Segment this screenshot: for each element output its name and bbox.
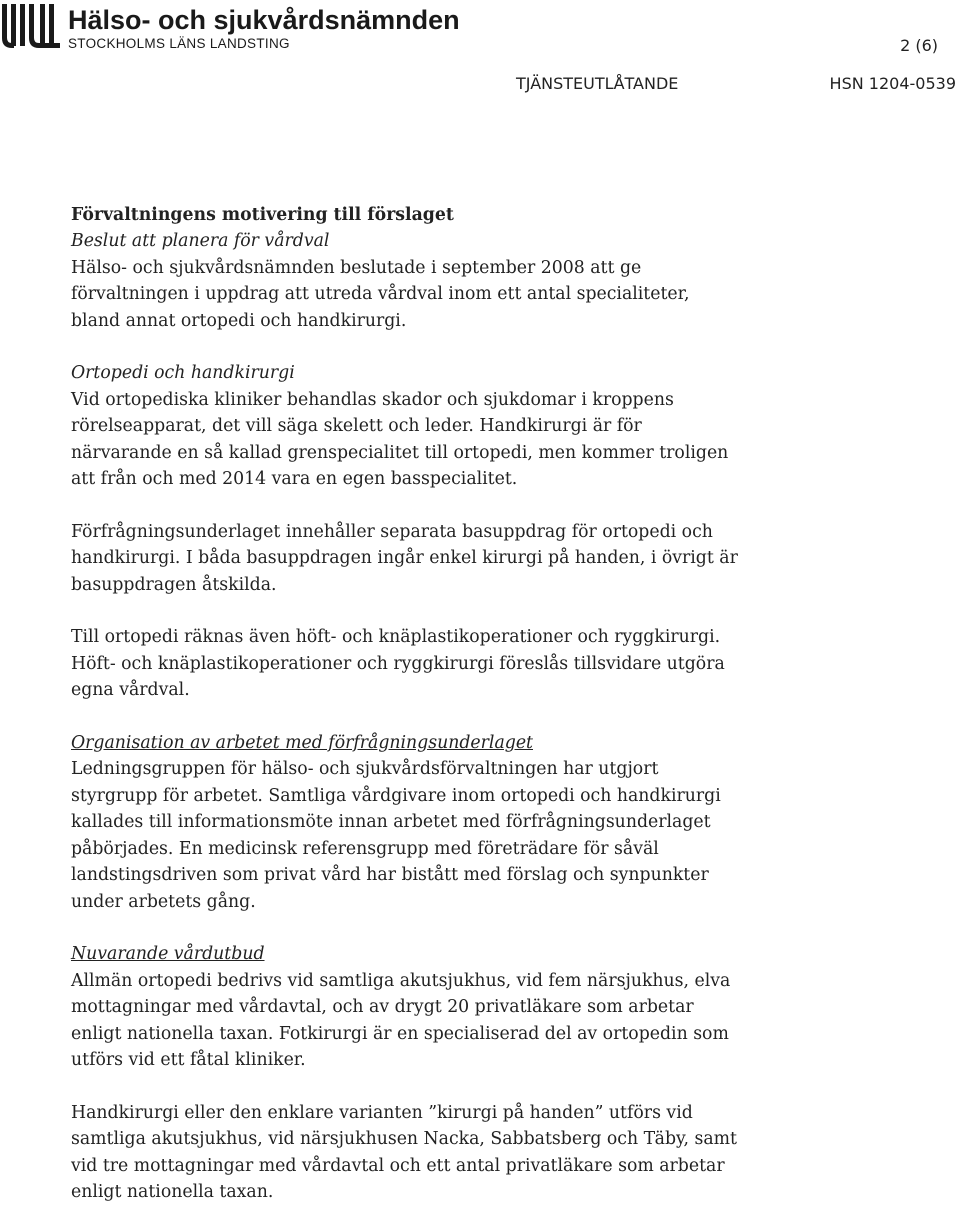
text-line: Ledningsgruppen för hälso- och sjukvårdsförvaltningen har utgjort [71, 759, 659, 780]
text-line: landstingsdriven som privat vård har bistått med förslag och synpunkter [71, 865, 709, 886]
organization-name: Hälso- och sjukvårdsnämnden [68, 5, 460, 35]
text-line: samtliga akutsjukhus, vid närsjukhusen Nacka, Sabbatsberg och Täby, samt [71, 1129, 737, 1150]
text-line: påbörjades. En medicinsk referensgrupp med företrädare för såväl [71, 838, 659, 859]
section-heading: Beslut att planera för vårdval [71, 231, 330, 252]
text-line: att från och med 2014 vara en egen basspecialitet. [71, 469, 518, 490]
text-line: egna vårdval. [71, 680, 190, 701]
text-line: kallades till informationsmöte innan arbetet med förfrågningsunderlaget [71, 812, 711, 833]
paragraph [71, 1100, 951, 1206]
paragraph [71, 519, 951, 598]
text-line: Höft- och knäplastikoperationer och ryggkirurgi föreslås tillsvidare utgöra [71, 653, 725, 674]
document-title: Förvaltningens motivering till förslaget [71, 205, 454, 225]
text-line: utförs vid ett fåtal kliniker. [71, 1049, 306, 1070]
document-body [71, 202, 951, 1205]
document-type: TJÄNSTEUTLÅTANDE [516, 74, 679, 93]
text-line: förvaltningen i uppdrag att utreda vårdval inom ett antal specialiteter, [71, 284, 690, 305]
paragraph [71, 968, 951, 1074]
text-line: Allmän ortopedi bedrivs vid samtliga akutsjukhus, vid fem närsjukhus, elva [71, 970, 731, 991]
text-line: under arbetets gång. [71, 891, 256, 912]
sll-logo-icon [0, 2, 62, 50]
organization-subtitle: STOCKHOLMS LÄNS LANDSTING [68, 36, 290, 51]
text-line: Vid ortopediska kliniker behandlas skador och sjukdomar i kroppens [71, 389, 674, 410]
text-line: närvarande en så kallad grenspecialitet till ortopedi, men kommer troligen [71, 442, 729, 463]
organization-header [68, 4, 460, 52]
text-line: mottagningar med vårdavtal, och av drygt 20 privatläkare som arbetar [71, 997, 694, 1018]
text-line: styrgrupp för arbetet. Samtliga vårdgivare inom ortopedi och handkirurgi [71, 785, 721, 806]
paragraph [71, 255, 951, 334]
text-line: Förfrågningsunderlaget innehåller separata basuppdrag för ortopedi och [71, 521, 713, 542]
text-line: Handkirurgi eller den enklare varianten ”kirurgi på handen” utförs vid [71, 1102, 693, 1123]
section-heading: Ortopedi och handkirurgi [71, 363, 295, 384]
section-heading: Organisation av arbetet med förfrågningsunderlaget [71, 733, 533, 754]
paragraph [71, 387, 951, 493]
text-line: Hälso- och sjukvårdsnämnden beslutade i september 2008 att ge [71, 257, 642, 278]
text-line: basuppdragen åtskilda. [71, 574, 277, 595]
paragraph [71, 756, 951, 914]
text-line: rörelseapparat, det vill säga skelett och leder. Handkirurgi är för [71, 416, 642, 437]
text-line: bland annat ortopedi och handkirurgi. [71, 310, 407, 331]
text-line: enligt nationella taxan. Fotkirurgi är en specialiserad del av ortopedin som [71, 1023, 729, 1044]
text-line: handkirurgi. I båda basuppdragen ingår enkel kirurgi på handen, i övrigt är [71, 548, 738, 569]
text-line: Till ortopedi räknas även höft- och knäplastikoperationer och ryggkirurgi. [71, 627, 721, 648]
document-reference: HSN 1204-0539 [829, 74, 956, 93]
section-heading: Nuvarande vårdutbud [71, 944, 265, 965]
page-number: 2 (6) [900, 36, 938, 55]
text-line: vid tre mottagningar med vårdavtal och ett antal privatläkare som arbetar [71, 1155, 725, 1176]
text-line: enligt nationella taxan. [71, 1181, 274, 1202]
paragraph [71, 624, 951, 703]
